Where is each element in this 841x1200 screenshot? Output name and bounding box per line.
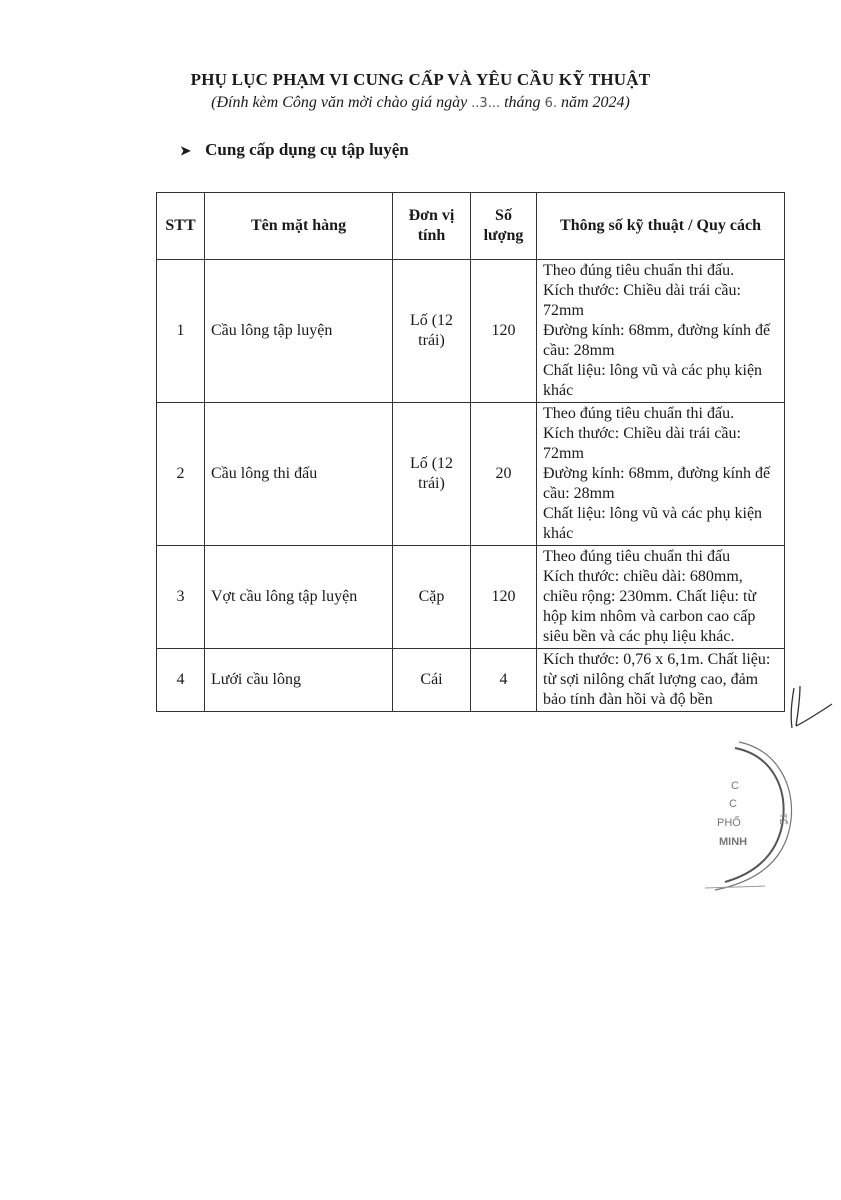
row-spec bbox=[537, 546, 785, 649]
subtitle-month: 6. bbox=[544, 96, 557, 111]
signature-mark bbox=[786, 682, 836, 734]
row-unit: Lố (12 trái) bbox=[393, 260, 471, 403]
subtitle-day: ..3... bbox=[471, 96, 501, 111]
row-name: Vợt cầu lông tập luyện bbox=[205, 546, 393, 649]
table-header-row bbox=[157, 193, 785, 260]
subtitle-month-label: tháng bbox=[504, 94, 541, 111]
row-spec bbox=[537, 649, 785, 712]
stamp-text: C bbox=[731, 780, 739, 792]
table-row bbox=[157, 403, 785, 546]
spec-line: Đường kính: 68mm, đường kính đế cầu: 28mm bbox=[543, 322, 771, 359]
table-row bbox=[157, 546, 785, 649]
row-name: Cầu lông tập luyện bbox=[205, 260, 393, 403]
row-qty: 4 bbox=[471, 649, 537, 712]
row-qty: 20 bbox=[471, 403, 537, 546]
spec-line: Kích thước: 0,76 x 6,1m. Chất liệu: từ sợi nilông chất lượng cao, đảm bảo tính đàn hồi và độ bền bbox=[543, 651, 771, 708]
row-spec bbox=[537, 260, 785, 403]
spec-line: Kích thước: chiều dài: 680mm, chiều rộng: 230mm. Chất liệu: từ hộp kim nhôm và carbon cao cấp siêu bền và các phụ liệu khác. bbox=[543, 568, 757, 645]
subtitle-year: năm 2024) bbox=[560, 94, 630, 111]
row-stt: 4 bbox=[157, 649, 205, 712]
header-spec: Thông số kỹ thuật / Quy cách bbox=[537, 193, 785, 260]
row-stt: 2 bbox=[157, 403, 205, 546]
document-title: PHỤ LỤC PHẠM VI CUNG CẤP VÀ YÊU CẦU KỸ THUẬT bbox=[190, 70, 651, 89]
spec-line: Chất liệu: lông vũ và các phụ kiện khác bbox=[543, 362, 763, 399]
subtitle-prefix: (Đính kèm Công văn mời chào giá ngày bbox=[211, 94, 468, 111]
table-row bbox=[157, 260, 785, 403]
row-stt: 3 bbox=[157, 546, 205, 649]
spec-line: Kích thước: Chiều dài trái cầu: 72mm bbox=[543, 282, 741, 319]
row-qty: 120 bbox=[471, 260, 537, 403]
table-row bbox=[157, 649, 785, 712]
row-name: Lưới cầu lông bbox=[205, 649, 393, 712]
spec-line: Theo đúng tiêu chuẩn thi đấu. bbox=[543, 262, 735, 279]
header-qty: Số lượng bbox=[471, 193, 537, 260]
spec-line: Đường kính: 68mm, đường kính đế cầu: 28mm bbox=[543, 465, 771, 502]
spec-table bbox=[156, 192, 785, 712]
row-spec bbox=[537, 403, 785, 546]
row-qty: 120 bbox=[471, 546, 537, 649]
stamp-text: TẾ bbox=[777, 813, 788, 825]
row-name: Cầu lông thi đấu bbox=[205, 403, 393, 546]
section-title: Cung cấp dụng cụ tập luyện bbox=[205, 140, 409, 159]
document-subtitle bbox=[0, 94, 841, 112]
arrow-right-icon: ➤ bbox=[180, 143, 191, 158]
spec-line: Kích thước: Chiều dài trái cầu: 72mm bbox=[543, 425, 741, 462]
header-name: Tên mặt hàng bbox=[205, 193, 393, 260]
spec-line: Theo đúng tiêu chuẩn thi đấu. bbox=[543, 405, 735, 422]
stamp-text: MINH bbox=[719, 836, 748, 848]
header-stt: STT bbox=[157, 193, 205, 260]
row-unit: Cái bbox=[393, 649, 471, 712]
row-unit: Lố (12 trái) bbox=[393, 403, 471, 546]
stamp-text: C bbox=[729, 798, 737, 810]
row-stt: 1 bbox=[157, 260, 205, 403]
row-unit: Cặp bbox=[393, 546, 471, 649]
section-heading bbox=[180, 140, 409, 160]
stamp-text: PHỐ bbox=[717, 817, 741, 829]
header-unit: Đơn vị tính bbox=[393, 193, 471, 260]
spec-line: Theo đúng tiêu chuẩn thi đấu bbox=[543, 548, 731, 565]
spec-line: Chất liệu: lông vũ và các phụ kiện khác bbox=[543, 505, 763, 542]
stamp-seal bbox=[695, 740, 795, 900]
